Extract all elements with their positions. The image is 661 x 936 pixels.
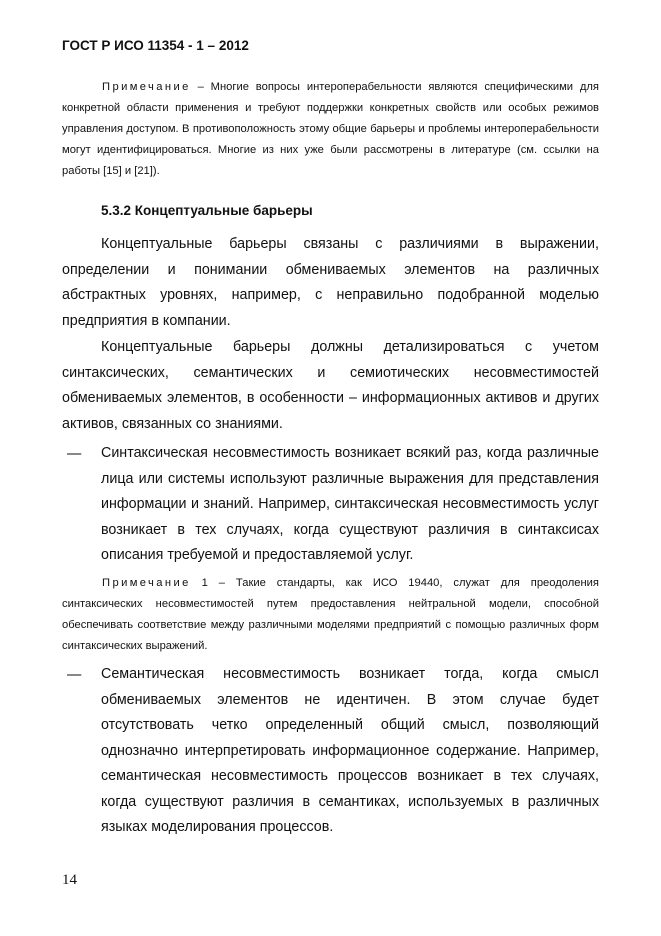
section-heading: 5.3.2 Концептуальные барьеры bbox=[101, 203, 313, 218]
page-number: 14 bbox=[62, 872, 77, 888]
note-paragraph bbox=[62, 573, 599, 657]
note-paragraph bbox=[62, 77, 599, 182]
document-header: ГОСТ Р ИСО 11354 - 1 – 2012 bbox=[62, 38, 249, 53]
note-label: Примечание bbox=[102, 81, 191, 93]
note-label: Примечание bbox=[102, 577, 191, 589]
list-dash: — bbox=[67, 446, 82, 462]
list-item: Синтаксическая несовместимость возникает всякий раз, когда различные лица или системы используют различные выражения для представления информации и знаний. Например, синтаксическая несовместимость услуг возникает в тех случаях, когда существуют различия в синтаксисах описания требуемой и предоставляемой услуг. bbox=[101, 445, 599, 563]
list-item: Семантическая несовместимость возникает тогда, когда смысл обмениваемых элементов не идентичен. В этом случае будет отсутствовать четко определенный общий смысл, позволяющий однозначно интерпретировать информационное содержание. Например, семантическая несовместимость процессов возникает в тех случаях, когда существуют различия в семантиках, используемых в различных языках моделирования процессов. bbox=[101, 666, 599, 835]
note-text: – Многие вопросы интероперабельности являются специфическими для конкретной области применения и требуют поддержки конкретных свойств или особых режимов управления доступом. В противоположность этому общие барьеры и проблемы интероперабельности могут идентифицироваться. Многие из них уже были рассмотрены в литературе (см. ссылки на работы [15] и [21]). bbox=[62, 81, 599, 177]
list-dash: — bbox=[67, 667, 82, 683]
note-text: 1 – Такие стандарты, как ИСО 19440, служат для преодоления синтаксических несовместимостей путем предоставления нейтральной модели, способной обеспечивать соответствие между различными моделями предприятий с помощью различных форм синтаксических выражений. bbox=[62, 577, 599, 652]
body-paragraph: Концептуальные барьеры должны детализироваться с учетом синтаксических, семантических и семиотических несовместимостей обмениваемых элементов, в особенности – информационных активов и других активов, связанных со знаниями. bbox=[62, 339, 599, 432]
body-paragraph: Концептуальные барьеры связаны с различиями в выражении, определении и понимании обмениваемых элементов на различных абстрактных уровнях, например, с неправильно подобранной моделью предприятия в компании. bbox=[62, 236, 599, 329]
